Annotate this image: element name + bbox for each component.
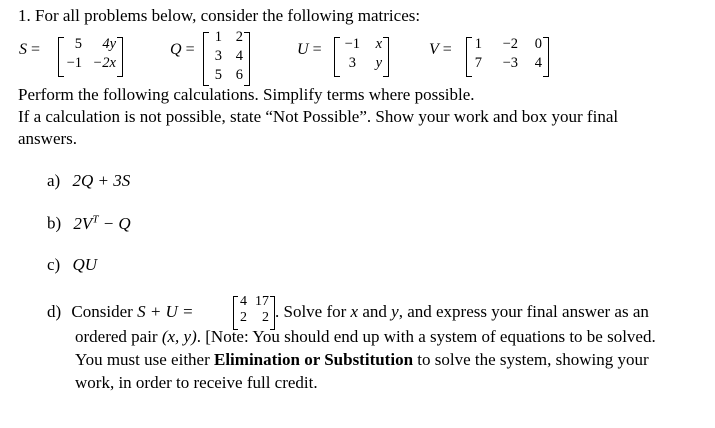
part-a bbox=[47, 171, 130, 191]
bracket-right bbox=[244, 32, 250, 86]
matrix-q-label: Q = bbox=[170, 41, 195, 58]
matrix-v-label: V = bbox=[429, 41, 452, 58]
matrix-v-cell: 4 bbox=[534, 55, 542, 71]
matrix-q-cell: 4 bbox=[235, 48, 243, 64]
bracket-right bbox=[117, 37, 123, 77]
matrix-q-cell: 1 bbox=[214, 29, 222, 45]
matrix-q-cell: 5 bbox=[214, 67, 222, 83]
part-a-expression: 2Q + 3S bbox=[72, 171, 131, 190]
matrix-u-cell: −1 bbox=[344, 36, 360, 52]
matrix-u-cell: 3 bbox=[348, 55, 356, 71]
instruction-line-2: If a calculation is not possible, state “Not Possible”. Show your work and box your final bbox=[18, 107, 619, 126]
bracket-right bbox=[383, 37, 389, 77]
part-d-label: d) bbox=[47, 302, 62, 321]
part-b bbox=[47, 213, 131, 234]
part-c-expression: QU bbox=[72, 255, 98, 274]
matrix-q-cell: 6 bbox=[235, 67, 243, 83]
matrix-u-cell: x bbox=[375, 36, 382, 52]
part-d-line-1: d) Consider S + U = bbox=[47, 302, 194, 321]
matrix-s bbox=[58, 35, 124, 79]
part-b-label: b) bbox=[47, 213, 62, 233]
part-c-label: c) bbox=[47, 255, 61, 274]
matrix-q-cell: 2 bbox=[235, 29, 243, 45]
matrix-s-cell: 4y bbox=[102, 36, 116, 52]
matrix-v bbox=[466, 35, 576, 79]
matrix-q-cell: 3 bbox=[214, 48, 222, 64]
part-a-label: a) bbox=[47, 171, 61, 190]
matrix-s-cell: −1 bbox=[66, 55, 82, 71]
bracket-right bbox=[543, 37, 549, 77]
matrix-v-cell: −2 bbox=[502, 36, 518, 52]
part-b-expression: $2V^T - Q$ bbox=[73, 213, 131, 233]
matrix-s-plus-u-cell: 2 bbox=[262, 310, 269, 325]
matrix-u-cell: y bbox=[375, 55, 382, 71]
part-d-line-3: You must use either Elimination or Substitution to solve the system, showing your bbox=[75, 350, 649, 369]
matrix-u bbox=[334, 35, 404, 79]
matrix-u-label: U = bbox=[297, 41, 322, 58]
matrix-s-cell: −2x bbox=[92, 55, 116, 71]
matrix-v-cell: −3 bbox=[502, 55, 518, 71]
matrix-s-label: S = bbox=[19, 41, 41, 58]
matrix-q bbox=[203, 29, 273, 89]
matrix-s-plus-u-cell: 2 bbox=[240, 310, 247, 325]
matrix-v-cell: 0 bbox=[534, 36, 542, 52]
part-c bbox=[47, 255, 97, 275]
part-d-line-2: ordered pair (x, y). [Note: You should end up with a system of equations to be solved. bbox=[75, 327, 656, 346]
matrix-s-plus-u-cell: 17 bbox=[255, 294, 269, 309]
matrix-s-cell: 5 bbox=[74, 36, 82, 52]
instruction-line-3: answers. bbox=[18, 129, 78, 148]
problem-heading: 1. For all problems below, consider the following matrices: bbox=[18, 6, 421, 25]
part-d-line-4: work, in order to receive full credit. bbox=[75, 373, 318, 392]
matrix-v-cell: 7 bbox=[474, 55, 482, 71]
matrix-v-cell: 1 bbox=[474, 36, 482, 52]
instruction-line-1: Perform the following calculations. Simplify terms where possible. bbox=[18, 85, 475, 104]
part-d-line-1-rest: . Solve for x and y, and express your final answer as an bbox=[275, 302, 649, 321]
matrix-s-plus-u-cell: 4 bbox=[240, 294, 247, 309]
